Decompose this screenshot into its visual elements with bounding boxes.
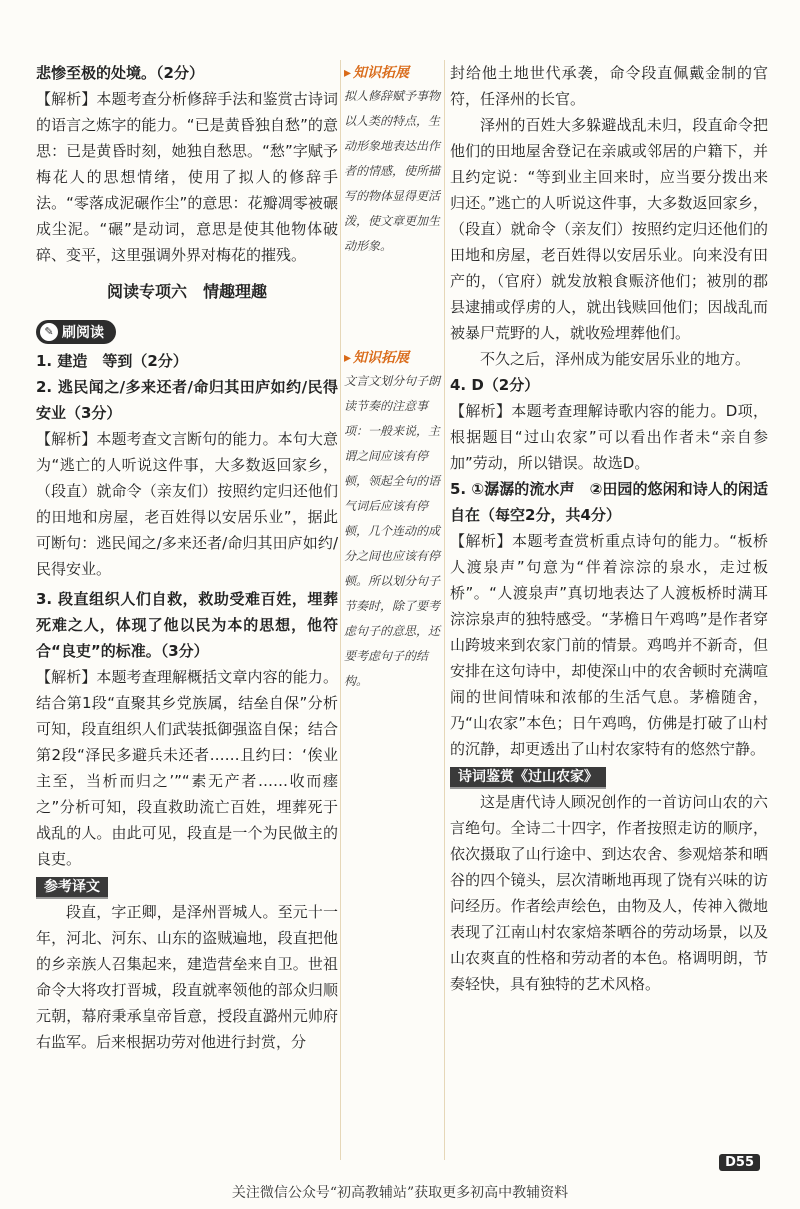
side-notes (344, 0, 440, 694)
analysis-3: 【解析】本题考查理解概括文章内容的能力。结合第1段“直聚其乡党族属，结垒自保”分析可知，段直组织人们武装抵御强盗自保；结合第2段“泽民多避兵未还者……且约曰：‘俟业主至，当析而归之’”“素无产者……收而瘗之”分析可知，段直救助流亡百姓，埋葬死于战乱的人。由此可见，段直是一个为民做主的良吏。 (36, 668, 338, 868)
analysis-1: 【解析】本题考查分析修辞手法和鉴赏古诗词的语言之炼字的能力。“已是黄昏独自愁”的意思：已是黄昏时刻，她独自愁思。“愁”字赋予梅花人的思想情绪，使用了拟人的修辞手法。“零落成泥碾作尘”的意思：花瓣凋零被碾成尘泥。“碾”是动词，意思是使其他物体破碎、变平，这里强调外界对梅花的摧残。 (36, 90, 338, 264)
translation-tag: 参考译文 (36, 877, 108, 899)
answer-5: 5. ①潺潺的流水声 ②田园的悠闲和诗人的闲适自在（每空2分，共4分） (450, 480, 768, 524)
translation-cont: 封给他土地世代承袭，命令段直佩戴金制的官符，任泽州的长官。 (450, 64, 768, 108)
analysis-2: 【解析】本题考查文言断句的能力。本句大意为“逃亡的人听说这件事，大多数返回家乡，（段直）就命令（亲友们）按照约定归还他们的田地和房屋，老百姓得以安居乐业”，据此可断句：逃民闻之/多来还者/命归其田庐如约/民得安业。 (36, 430, 338, 578)
answer-2: 2. 逃民闻之/多来还者/命归其田庐如约/民得安业（3分） (36, 378, 338, 422)
column-divider (444, 60, 445, 1160)
answer-4: 4. D（2分） (450, 376, 540, 394)
answer-3: 3. 段直组织人们自救，救助受难百姓，埋葬死难之人，体现了他以民为本的思想，他符合“良吏”的标准。（3分） (36, 590, 338, 660)
right-column (450, 0, 768, 997)
column-divider (340, 60, 341, 1160)
answer-line: 悲惨至极的处境。（2分） (36, 64, 204, 82)
note-title: ▸ 知识拓展 (344, 347, 440, 369)
answer-1: 1. 建造 等到（2分） (36, 352, 188, 370)
note-title: ▸ 知识拓展 (344, 62, 440, 84)
appreciation-text: 这是唐代诗人顾况创作的一首访问山农的六言绝句。全诗二十四字，作者按照走访的顺序，依次摄取了山行途中、到达农舍、参观焙茶和晒谷的四个镜头，层次清晰地再现了饶有兴味的访问经历。作者绘声绘色，由物及人，传神入微地表现了江南山村农家焙茶晒谷的劳动场景，以及山农爽直的性格和劳动者的本色。格调明朗，节奏轻快，具有独特的艺术风格。 (450, 793, 768, 993)
note-text: 拟人修辞赋予事物以人类的特点，生动形象地表达出作者的情感，使所描写的物体显得更活泼，使文章更加生动形象。 (344, 89, 441, 253)
book-icon: ✎ (40, 323, 58, 341)
note-text: 文言文划分句子朗读节奏的注意事项：一般来说，主谓之间应该有停顿，领起全句的语气词后应该有停顿，几个连动的成分之间也应该有停顿。所以划分句子节奏时，除了要考虑句子的意思，还要考虑句子的结构。 (344, 374, 441, 688)
translation-para: 不久之后，泽州成为能安居乐业的地方。 (480, 350, 751, 368)
translation-para: 泽州的百姓大多躲避战乱未归，段直命令把他们的田地屋舍登记在亲戚或邻居的户籍下，并且约定说：“等到业主回来时，应当要分拨出来归还。”逃亡的人听说这件事，大多数返回家乡，（段直）就命令（亲友们）按照约定归还他们的田地和房屋，老百姓得以安居乐业。向来没有田产的，（官府）就发放粮食赈济他们；被別的郡县逮捕或俘虏的人，就出钱赎回他们；因战乱而被暴尸荒野的人，就收殓埋葬他们。 (450, 116, 768, 342)
left-column (36, 0, 338, 1055)
badge-label: 刷阅读 (62, 325, 104, 341)
footer-note: 关注微信公众号“初高教辅站”获取更多初高中教辅资料 (231, 1185, 569, 1201)
analysis-5: 【解析】本题考查赏析重点诗句的能力。“板桥人渡泉声”句意为“伴着淙淙的泉水，走过板桥”。“人渡泉声”真切地表达了人渡板桥时满耳淙淙泉声的独特感受。“茅檐日午鸡鸣”是作者穿山跨坡来到农家门前的情景。鸡鸣并不新奇，但安排在这句诗中，却使深山中的农舍顿时充满喧闹的世间情味和浓郁的生活气息。茅檐随舍，乃“山农家”本色；日午鸡鸣，仿佛是打破了山村的沉静，却更透出了山村农家特有的悠然宁静。 (450, 532, 768, 758)
analysis-4: 【解析】本题考查理解诗歌内容的能力。D项，根据题目“过山农家”可以看出作者未“亲自参加”劳动，所以错误。故选D。 (450, 402, 768, 472)
section-title: 阅读专项六 情趣理趣 (106, 282, 267, 301)
translation-text: 段直，字正卿，是泽州晋城人。至元十一年，河北、河东、山东的盗贼遍地，段直把他的乡亲族人召集起来，建造营垒来自卫。世祖命令大将攻打晋城，段直就率领他的部众归顺元朝，幕府秉承皇帝旨意，授段直潞州元帅府右监军。后来根据功劳对他进行封赏，分 (36, 903, 338, 1051)
page-number: D55 (719, 1154, 760, 1171)
poem-appreciation-tag: 诗词鉴赏《过山农家》 (450, 767, 606, 789)
read-badge (36, 320, 338, 344)
